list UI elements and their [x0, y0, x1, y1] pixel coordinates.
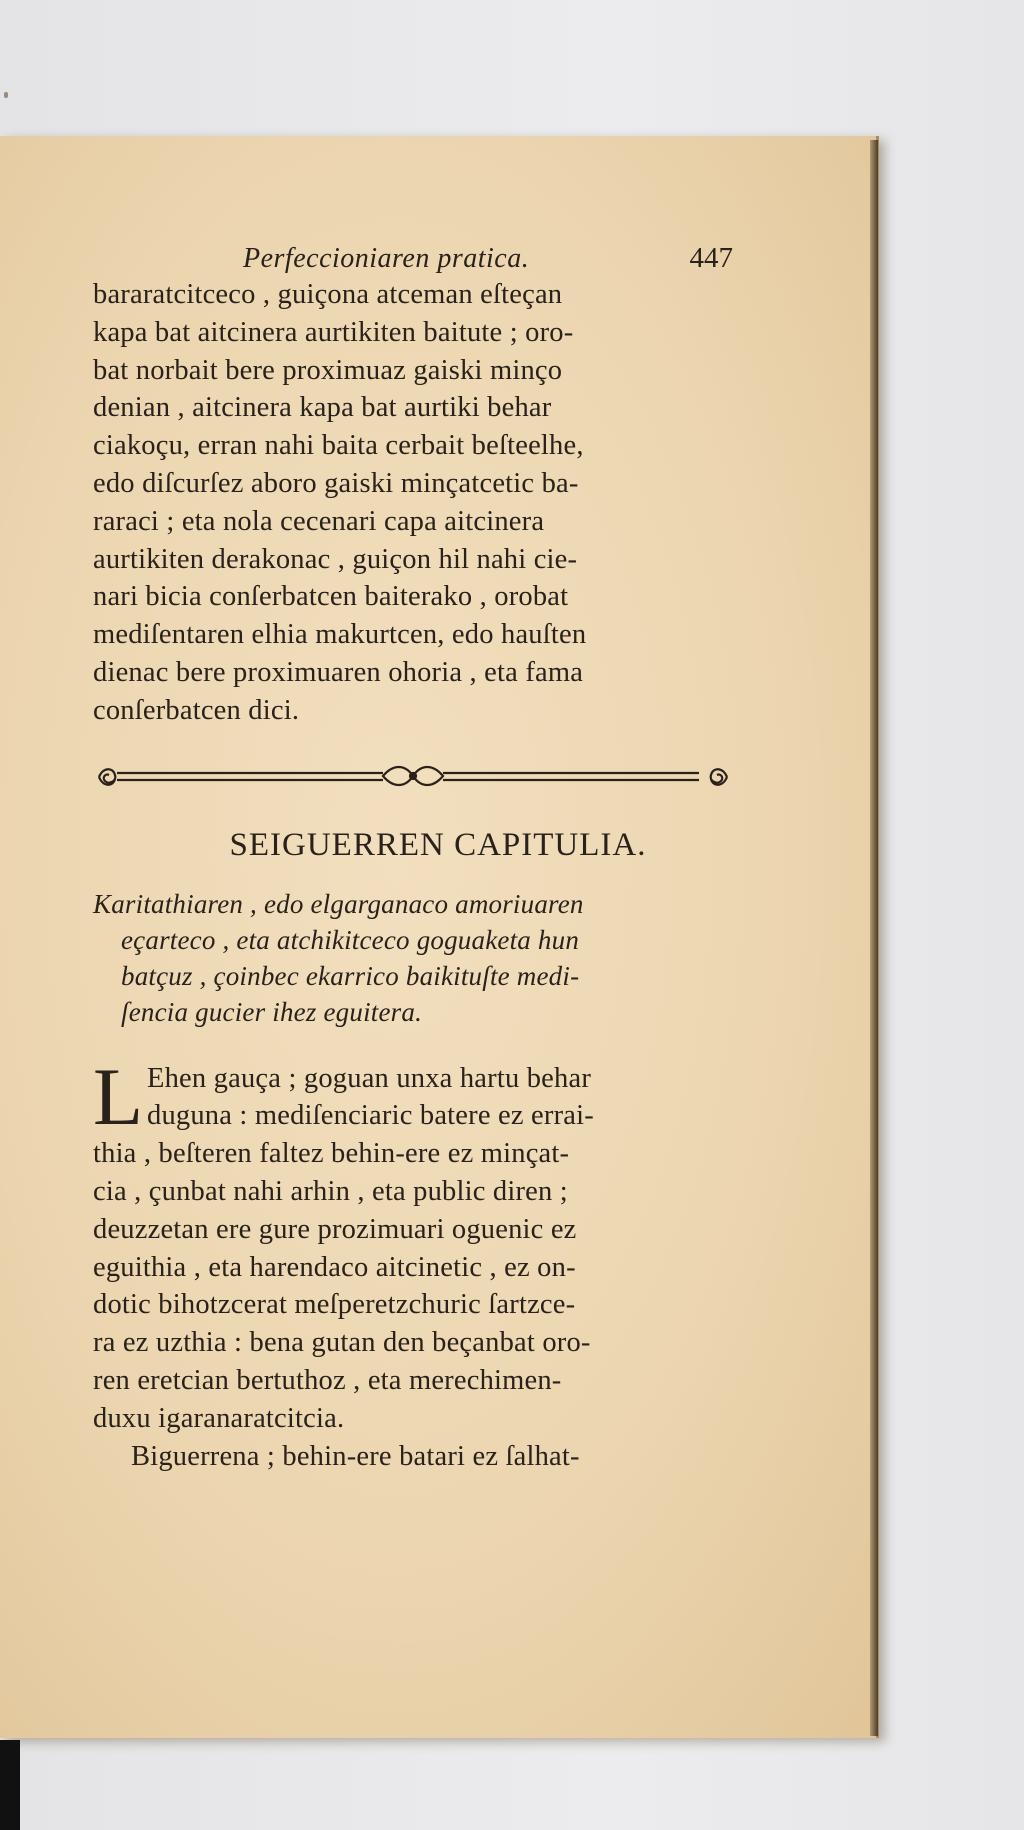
- page-gutter-edge: [870, 140, 878, 1736]
- text-line: Ehen gauça ; goguan unxa hartu behar: [147, 1062, 592, 1094]
- text-line: eguithia , eta harendaco aitcinetic , ez on-: [93, 1251, 576, 1283]
- text-line: Biguerrena ; behin-ere batari ez ſalhat-: [131, 1440, 580, 1472]
- paragraph-1: [93, 276, 733, 730]
- summary-line: batçuz , çoinbec ekarrico baikituſte medi-: [121, 960, 580, 991]
- summary-line: ſencia gucier ihez eguitera.: [121, 996, 423, 1027]
- text-line: ra ez uzthia : bena gutan den beçanbat oro-: [93, 1327, 591, 1359]
- paragraph-2: [93, 1050, 733, 1476]
- text-line: thia , beſteren faltez behin-ere ez minçat-: [93, 1138, 570, 1170]
- summary-line: eçarteco , eta atchikitceco goguaketa hun: [121, 924, 580, 955]
- text-line: ciakoçu, erran nahi baita cerbait beſteelhe,: [93, 430, 584, 462]
- text-line: bararatcitceco , guiçona atceman eſteçan: [93, 279, 563, 310]
- text-line: ren eretcian bertuthoz , eta merechimen-: [93, 1364, 562, 1396]
- chapter-heading: SEIGUERREN CAPITULIA.: [229, 826, 647, 863]
- chapter-summary: [93, 886, 733, 1030]
- text-line: cia , çunbat nahi arhin , eta public diren ;: [93, 1175, 568, 1207]
- text-line: duguna : mediſenciaric batere ez errai-: [147, 1100, 594, 1132]
- drop-cap: L: [93, 1050, 144, 1142]
- text-line: denian , aitcinera kapa bat aurtiki behar: [93, 392, 552, 424]
- page-number: 447: [689, 242, 733, 274]
- page-text-block: [93, 242, 733, 1475]
- text-line: conſerbatcen dici.: [93, 694, 300, 726]
- text-line: dotic bihotzcerat meſperetzchuric ſartzce-: [93, 1289, 576, 1321]
- text-line: edo diſcurſez aboro gaiski minçatcetic ba-: [93, 467, 579, 499]
- summary-line: Karitathiaren , edo elgarganaco amoriuaren: [93, 888, 584, 919]
- text-line: nari bicia conſerbatcen baiterako , orobat: [93, 581, 569, 613]
- text-line: mediſentaren elhia makurtcen, edo hauſten: [93, 619, 587, 651]
- text-line: kapa bat aitcinera aurtikiten baitute ; oro-: [93, 316, 574, 348]
- text-line: dienac bere proximuaren ohoria , eta fama: [93, 656, 584, 688]
- scan-speck: [4, 92, 8, 98]
- scanner-edge-mark: [0, 1740, 20, 1830]
- text-line: bat norbait bere proximuaz gaiski minço: [93, 354, 563, 386]
- text-line: duxu igaranaratcitcia.: [93, 1402, 345, 1434]
- text-line: deuzzetan ere gure prozimuari oguenic ez: [93, 1213, 577, 1245]
- running-title: Perfeccioniaren pratica.: [243, 243, 530, 274]
- decorative-rule-ornament: [93, 760, 733, 794]
- text-line: aurtikiten derakonac , guiçon hil nahi cie-: [93, 543, 578, 575]
- running-head: [93, 242, 733, 276]
- text-line: raraci ; eta nola cecenari capa aitcinera: [93, 505, 545, 537]
